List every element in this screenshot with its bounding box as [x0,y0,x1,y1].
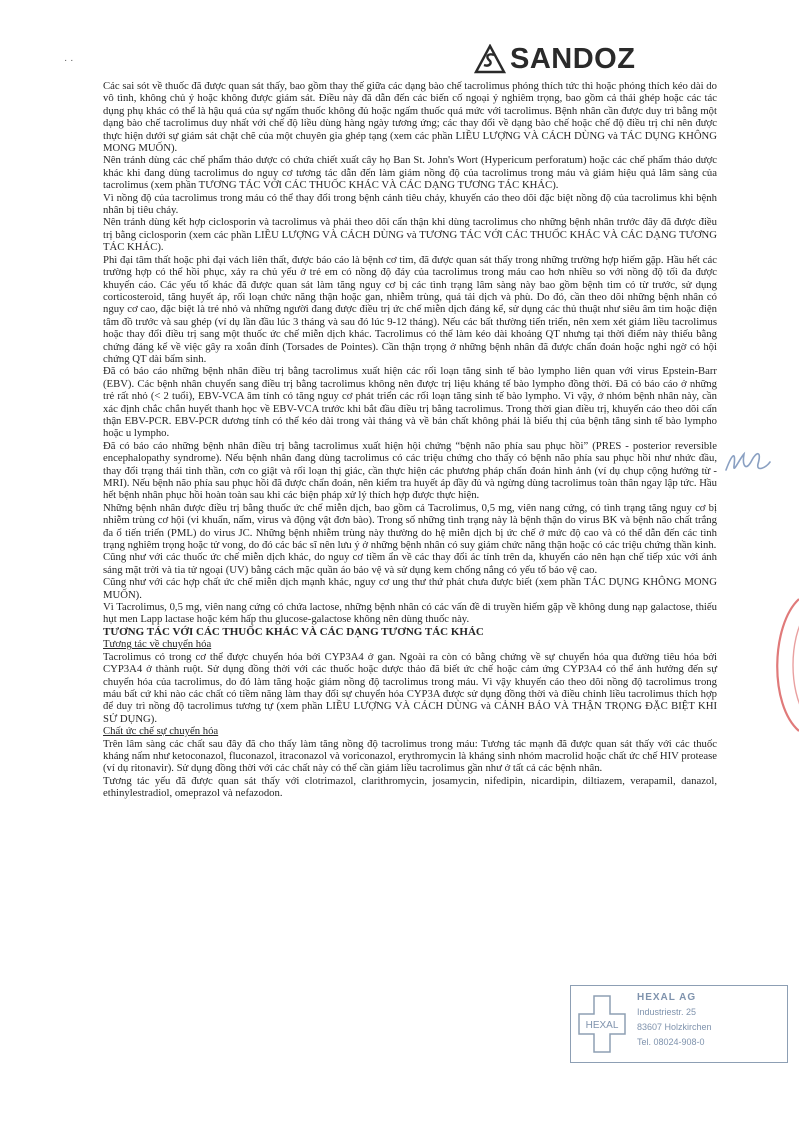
paragraph: Vì Tacrolimus, 0,5 mg, viên nang cứng có chứa lactose, những bệnh nhân có các vấn đề di truyền hiếm gặp về không dung nạp galactose, thiếu hụt men Lapp lactase hoặc kém hấp thu glucose-galactose không nên dùng thuốc này. [103,601,717,626]
stamp-phone: Tel. 08024-908-0 [637,1037,705,1047]
stamp-city: 83607 Holzkirchen [637,1022,712,1032]
paragraph: Nên tránh dùng kết hợp ciclosporin và tacrolimus và phải theo dõi cẩn thận khi dùng tacrolimus cho những bệnh nhân trước đây đã được điều trị bằng ciclosporin (xem các phần LIỀU LƯỢNG VÀ CÁCH DÙNG và TƯƠNG TÁC VỚI CÁC THUỐC KHÁC VÀ CÁC DẠNG TƯƠNG TÁC KHÁC). [103,216,717,254]
section-heading: TƯƠNG TÁC VỚI CÁC THUỐC KHÁC VÀ CÁC DẠNG TƯƠNG TÁC KHÁC [103,625,484,638]
paragraph: Tacrolimus có trong cơ thể được chuyển hóa bởi CYP3A4 ở gan. Ngoài ra còn có bằng chứng về sự chuyển hóa qua đường tiêu hóa bởi CYP3A4 ở thành ruột. Sử dụng đồng thời với các thuốc hoặc dược thảo đã biết ức chế hoặc cảm ứng CYP3A4 có thể ảnh hưởng đến sự chuyển hóa của tacrolimus, do đó làm tăng hoặc giảm nồng độ tacrolimus trong máu. Vì vậy khuyến cáo theo dõi nồng độ tacrolimus trong máu bất cứ khi nào các chất có tiềm năng làm thay đổi sự chuyển hóa CYP3A được sử dụng đồng thời và điều chỉnh liều tacrolimus thích hợp để duy trì nồng độ tacrolimus tương tự (xem phần LIỀU LƯỢNG VÀ CÁCH DÙNG và CẢNH BÁO VÀ THẬN TRỌNG ĐẶC BIỆT KHI SỬ DỤNG). [103,650,717,725]
paragraph: Cũng như với các thuốc ức chế miễn dịch khác, do nguy cơ tiềm ẩn về các thay đổi ác tính trên da, khuyến cáo nên hạn chế tiếp xúc với ánh sáng mặt trời và tia tử ngoại (UV) bằng cách mặc quần áo bảo vệ và sử dụng kem chống nắng có yếu tố bảo vệ cao. [103,551,717,576]
handwritten-signature [722,444,772,480]
paragraph: Nên tránh dùng các chế phẩm thảo dược có chứa chiết xuất cây họ Ban St. John's Wort (Hypericum perforatum) hoặc các chế phẩm thảo dược khác khi đang dùng tacrolimus do nguy cơ tương tác dẫn đến làm giảm nồng độ của tacrolimus trong máu và giảm hiệu quả lâm sàng của tacrolimus (xem phần TƯƠNG TÁC VỚI CÁC THUỐC KHÁC VÀ CÁC DẠNG TƯƠNG TÁC KHÁC). [103,154,717,192]
paragraph: Cũng như với các hợp chất ức chế miễn dịch mạnh khác, nguy cơ ung thư thứ phát chưa được biết (xem phần TÁC DỤNG KHÔNG MONG MUỐN). [103,576,717,601]
stamp-company: HEXAL AG [637,992,697,1003]
paragraph: Phì đại tâm thất hoặc phì đại vách liên thất, được báo cáo là bệnh cơ tim, đã được quan sát thấy trong những trường hợp hiếm gặp. Hầu hết các trường hợp có thể hồi phục, xảy ra chủ yếu ở trẻ em có nồng độ đáy của tacrolimus trong máu cao hơn nhiều so với nồng độ tối đa được khuyến cáo. Các yếu tố khác đã được quan sát làm tăng nguy cơ bị các tình trạng lâm sàng này bao gồm bệnh tim có từ trước, sử dụng corticosteroid, tăng huyết áp, rối loạn chức năng thận hoặc gan, nhiễm trùng, quá tải dịch và phù. Do đó, cần theo dõi những bệnh nhân có nguy cơ cao, đặc biệt là trẻ nhỏ và những người đang được điều trị ức chế miễn dịch đáng kể, sử dụng các thủ thuật như siêu âm tim hoặc điện tâm đồ trước và sau ghép (ví dụ lần đầu lúc 3 tháng và sau đó lúc 9-12 tháng). Nếu các bất thường tiến triển, nên xem xét giảm liều tacrolimus hoặc thay đổi điều trị sang một thuốc ức chế miễn dịch khác. Tacrolimus có thể làm kéo dài khoảng QT nhưng tại thời điểm này thiếu bằng chứng đáng kể về việc gây ra xoắn đỉnh (Torsades de Pointes). Cần thận trọng ở những bệnh nhân đã được chẩn đoán hoặc nghi ngờ có hội chứng QT dài bẩm sinh. [103,253,717,365]
paragraph: Tương tác yếu đã được quan sát thấy với clotrimazol, clarithromycin, josamycin, nifedipin, nicardipin, diltiazem, verapamil, danazol, ethinylestradiol, omeprazol và nefazodon. [103,774,717,800]
paragraph: Đã có báo cáo những bệnh nhân điều trị bằng tacrolimus xuất hiện hội chứng “bệnh não phía sau phục hồi” (PRES - posterior reversible encephalopathy syndrome). Nếu bệnh nhân đang dùng tacrolimus có các triệu chứng cho thấy có bệnh não phía sau phục hồi như nhức đầu, thay đổi trạng thái tinh thần, cơn co giật và rối loạn thị giác, cần thực hiện các phương pháp chẩn đoán hình ảnh (ví dụ chụp cộng hưởng từ - MRI). Nếu bệnh não phía sau phục hồi đã được chẩn đoán, nên kiểm tra huyết áp đầy đủ và ngừng dùng tacrolimus toàn thân ngay lập tức. Hầu hết bệnh nhân phục hồi hoàn toàn sau khi các biện pháp xử lý thích hợp được thực hiện. [103,439,717,502]
stamp-street: Industriestr. 25 [637,1007,697,1017]
sandoz-triangle-icon [474,44,506,74]
stamp-address [637,990,712,1050]
paragraph: Các sai sót về thuốc đã được quan sát thấy, bao gồm thay thế giữa các dạng bào chế tacrolimus phóng thích tức thì hoặc phóng thích kéo dài do vô tình, không chủ ý hoặc không được giám sát. Điều này đã dẫn đến các biến cố ngoại ý nghiêm trọng, bao gồm cả thải ghép hoặc các tác dụng phụ khác có thể là hậu quả của sự ngấm thuốc không đủ hoặc ngấm thuốc quá mức với tacrolimus. Bệnh nhân cần được duy trì bằng một dạng bào chế tacrolimus duy nhất với chế độ liều dùng hàng ngày tương ứng; các thay đổi về dạng bào chế hoặc chế độ điều trị chỉ nên được thực hiện dưới sự giám sát chặt chẽ của một chuyên gia ghép tạng (xem các phần LIỀU LƯỢNG VÀ CÁCH DÙNG và TÁC DỤNG KHÔNG MONG MUỐN). [103,80,717,155]
paragraph: Trên lâm sàng các chất sau đây đã cho thấy làm tăng nồng độ tacrolimus trong máu: Tương tác mạnh đã được quan sát thấy với các thuốc kháng nấm như ketoconazol, fluconazol, itraconazol và voriconazol, erythromycin là kháng sinh nhóm macrolid hoặc chất ức chế HIV protease (ví dụ ritonavir). Sử dụng đồng thời với các chất này có thể cần giảm liều tacrolimus gần như ở tất cả các bệnh nhân. [103,737,717,775]
document-body [103,80,717,800]
hexal-cross-logo [577,994,627,1054]
paragraph: Những bệnh nhân được điều trị bằng thuốc ức chế miễn dịch, bao gồm cả Tacrolimus, 0,5 mg, viên nang cứng, có tình trạng tăng nguy cơ bị nhiễm trùng cơ hội (vi khuẩn, nấm, virus và động vật đơn bào). Trong số những tình trạng này là bệnh thận do virus BK và bệnh não chất trắng đa ổ tiến triển (PML) do virus JC. Những bệnh nhiễm trùng này thường do hệ miễn dịch bị ức chế ở mức độ cao và có thể dẫn đến các tình trạng nghiêm trọng hoặc tử vong, do đó các bác sĩ nên lưu ý ở những bệnh nhân có suy giảm chức năng thận hoặc có các triệu chứng thần kinh. [103,501,717,552]
sandoz-logo [474,42,635,76]
paragraph: Đã có báo cáo những bệnh nhân điều trị bằng tacrolimus xuất hiện các rối loạn tăng sinh tế bào lympho liên quan với virus Epstein-Barr (EBV). Các bệnh nhân chuyển sang điều trị bằng tacrolimus không nên được trị liệu kháng tế bào lympho đồng thời. Đã có báo cáo ở những trẻ rất nhỏ (< 2 tuổi), EBV-VCA âm tính có tăng nguy cơ phát triển các rối loạn tăng sinh tế bào lympho. Vì vậy, ở nhóm bệnh nhân này, cần xác định chắc chắn huyết thanh học về EBV-VCA trước khi bắt đầu điều trị bằng tacrolimus. Trong thời gian điều trị, khuyến cáo theo dõi cẩn thận EBV-PCR. EBV-PCR dương tính có thể kéo dài trong vài tháng và về bản chất không phải là biểu thị của bệnh tăng sinh tế bào lympho hoặc u lympho. [103,365,717,440]
paragraph: Vì nồng độ của tacrolimus trong máu có thể thay đổi trong bệnh cảnh tiêu chảy, khuyến cáo theo dõi đặc biệt nồng độ của tacrolimus khi bệnh nhân bị tiêu chảy. [103,191,717,217]
brand-name: SANDOZ [510,42,636,75]
subsection-heading: Chất ức chế sự chuyển hóa [103,725,219,738]
company-stamp [570,985,788,1063]
corner-mark: · · [64,55,74,66]
stamp-cross-text: HEXAL [585,1020,619,1031]
edge-stamp-mark [763,595,799,735]
subsection-heading: Tương tác về chuyển hóa [103,638,212,651]
